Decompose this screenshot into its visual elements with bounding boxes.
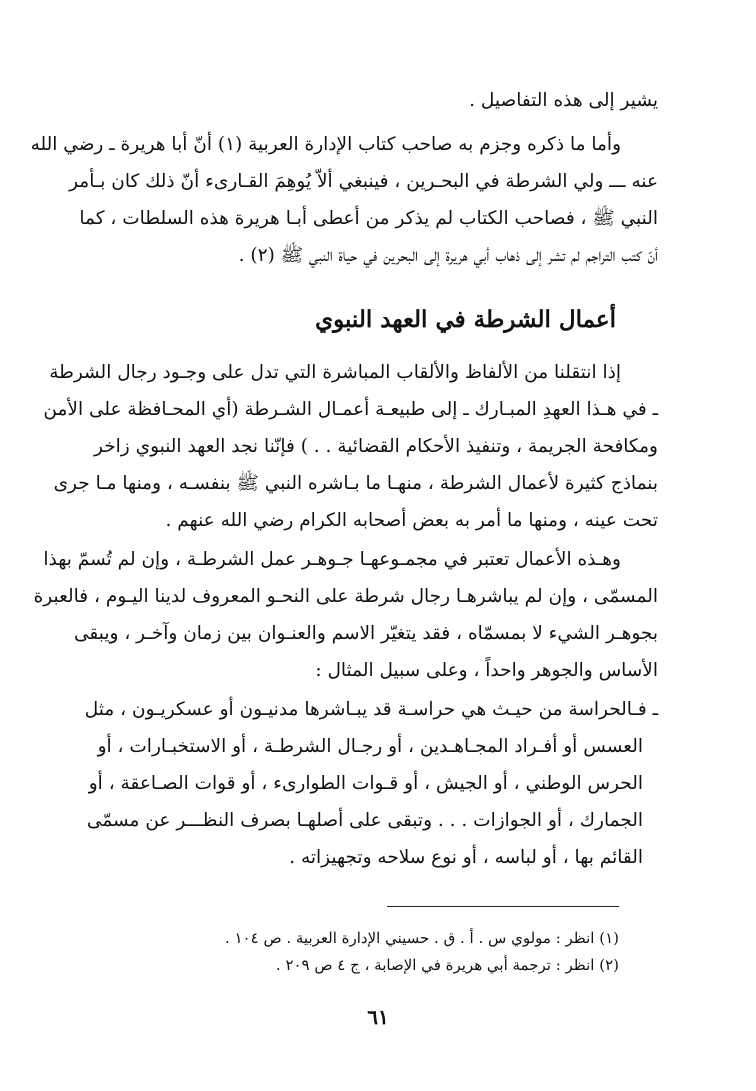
text-line: الجمارك ، أو الجوازات . . . وتبقى على أصلهـا بصرف النظـــر عن مسمّى [86,810,643,831]
text-line: أنّ كتب التراجم لم تشر إلى ذهاب أبي هريرة إلى البحرين في حياة النبي ﷺ (٢) . [238,245,658,266]
text-line: يشير إلى هذه التفاصيل . [469,90,658,111]
text-line: الحرس الوطني ، أو الجيش ، أو قـوات الطوارىء ، أو قوات الصـاعقة ، أو [88,773,643,794]
section-heading: أعمال الشرطة في العهد النبوي [315,306,616,333]
text-line: وأما ما ذكره وجزم به صاحب كتاب الإدارة العربية (١) أنّ أبا هريرة ـ رضي الله [30,134,621,155]
text-line: العسس أو أفـراد المجـاهـدين ، أو رجـال الشرطـة ، أو الاستخبـارات ، أو [97,736,643,757]
text-line: عنه ـــ ولي الشرطة في البحـرين ، فينبغي ألاّ يُوهِمَ القـارىء أنّ ذلك كان بـأمر [69,171,658,192]
text-line: بنماذج كثيرة لأعمال الشرطة ، منهـا ما بـاشره النبي ﷺ بنفسـه ، ومنها مـا جرى [53,473,658,494]
text-line: بجوهـر الشيء لا بمسمّاه ، فقد يتغيّر الاسم والعنـوان بين زمان وآخـر ، ويبقى [74,623,658,644]
text-line: المسمّى ، وإن لم يباشرهـا رجال شرطة على النحـو المعروف لدينا اليـوم ، فالعبرة [33,586,658,607]
text-line: ـ في هـذا العهدِ المبـارك ـ إلى طبيعـة أعمـال الشـرطة (أي المحـافظة على الأمن [43,399,658,420]
footnote-separator [387,906,619,907]
text-line: ـ فـالحراسة من حيـث هي حراسـة قد يبـاشرها مدنيـون أو عسكريـون ، مثل [84,699,658,720]
text-line: ومكافحة الجريمة ، وتنفيذ الأحكام القضائية . . ) فإنّنا نجد العهد النبوي زاخر [94,436,658,457]
text-line: الأساس والجوهر واحداً ، وعلى سبيل المثال : [315,660,658,681]
text-line: إذا انتقلنا من الألفاظ والألقاب المباشرة التي تدل على وجـود رجال الشرطة [49,362,621,383]
text-line: القائم بها ، أو لباسه ، أو نوع سلاحه وتجهيزاته . [289,847,643,868]
text-line: تحت عينه ، ومنها ما أمر به بعض أصحابه الكرام رضي الله عنهم . [165,510,658,531]
footnote: (١) انظر : مولوي س . أ . ق . حسيني الإدارة العربية . ص ١٠٤ . [224,929,619,947]
footnote: (٢) انظر : ترجمة أبي هريرة في الإصابة ، ج ٤ ص ٢٠٩ . [275,956,619,974]
text-line: النبي ﷺ ، فصاحب الكتاب لم يذكر من أعطى أبـا هريرة هذه السلطات ، كما [79,208,658,229]
text-line: وهـذه الأعمال تعتبر في مجمـوعهـا جـوهـر عمل الشرطـة ، وإن لم تُسمّ بهذا [43,549,621,570]
page-number: ٦١ [367,1005,389,1029]
